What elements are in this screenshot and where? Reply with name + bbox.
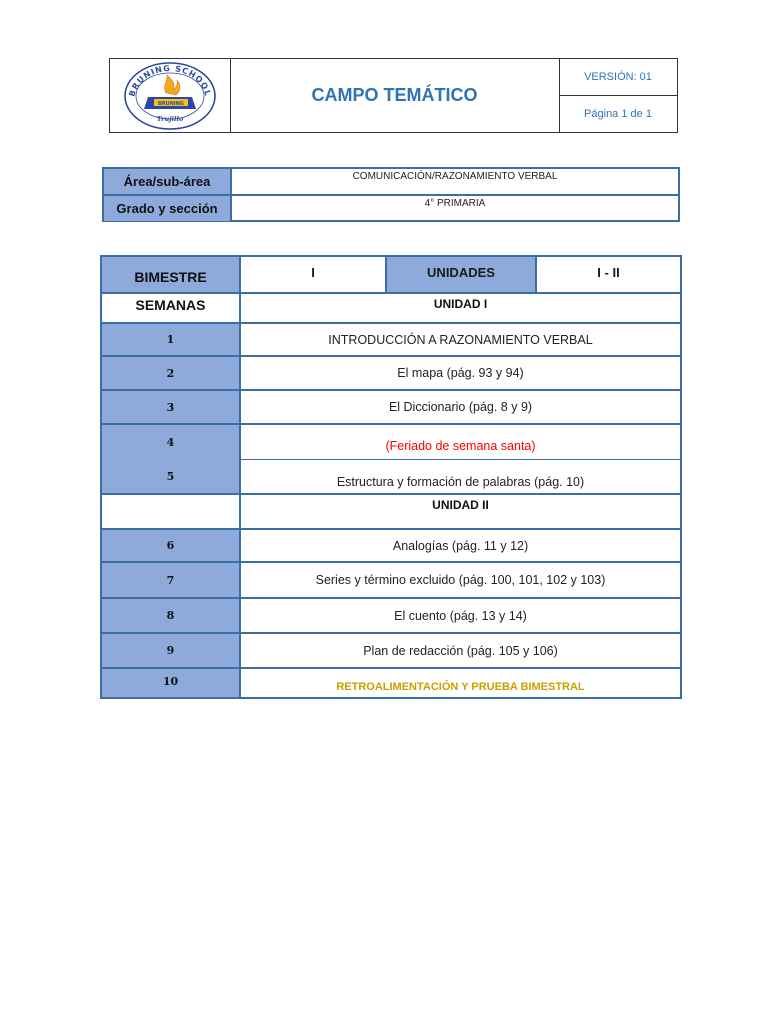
unidades-label: UNIDADES (385, 257, 535, 292)
grade-value: 4° PRIMARIA (424, 198, 486, 209)
week-topic: El mapa (pág. 93 y 94) (239, 355, 680, 389)
version-label: VERSIÓN: 01 (559, 59, 677, 96)
week-number: 7 (102, 561, 239, 597)
title-cell (230, 59, 560, 132)
unit-1-label: UNIDAD I (239, 292, 680, 322)
document-header (109, 58, 678, 133)
week-number: 3 (102, 389, 239, 423)
week-topic: INTRODUCCIÓN A RAZONAMIENTO VERBAL (239, 322, 680, 355)
week-number: 4 (102, 423, 239, 459)
school-logo (110, 59, 230, 132)
bimestre-label: BIMESTRE (102, 257, 239, 292)
semanas-label: SEMANAS (102, 292, 239, 322)
exam-topic: RETROALIMENTACIÓN Y PRUEBA BIMESTRAL (239, 667, 680, 697)
logo-arc-text: BRUNING SCHOOL (127, 63, 213, 98)
week-topic: Series y término excluido (pág. 100, 101, 102 y 103) (239, 561, 680, 597)
week-topic: Analogías (pág. 11 y 12) (239, 528, 680, 561)
empty-cell (102, 493, 239, 528)
logo-cell (110, 59, 231, 132)
grade-label: Grado y sección (104, 196, 232, 221)
logo-badge-text: BRUNING (157, 101, 185, 107)
course-info-table (102, 167, 680, 222)
week-number: 1 (102, 322, 239, 355)
document-title: CAMPO TEMÁTICO (311, 85, 478, 105)
week-number: 2 (102, 355, 239, 389)
week-topic: El Diccionario (pág. 8 y 9) (239, 389, 680, 423)
week-topic: El cuento (pág. 13 y 14) (239, 597, 680, 632)
page-number: Página 1 de 1 (584, 107, 652, 120)
week-topic: Plan de redacción (pág. 105 y 106) (239, 632, 680, 667)
bimestre-value: I (239, 257, 385, 292)
area-label: Área/sub-área (104, 169, 232, 194)
unidades-value: I - II (535, 257, 680, 292)
week-number: 9 (102, 632, 239, 667)
week-number: 5 (102, 459, 239, 493)
week-topic: Estructura y formación de palabras (pág. 10) (239, 459, 680, 493)
schedule-table (100, 255, 682, 699)
area-row (104, 169, 678, 196)
unit-2-label: UNIDAD II (239, 493, 680, 528)
logo-city-text: Trujillo (156, 115, 184, 123)
grade-row (104, 196, 678, 221)
week-number: 8 (102, 597, 239, 632)
area-value: COMUNICACIÓN/RAZONAMIENTO VERBAL (352, 171, 558, 182)
week-number: 10 (102, 667, 239, 697)
week-number: 6 (102, 528, 239, 561)
holiday-topic: (Feriado de semana santa) (239, 423, 680, 459)
